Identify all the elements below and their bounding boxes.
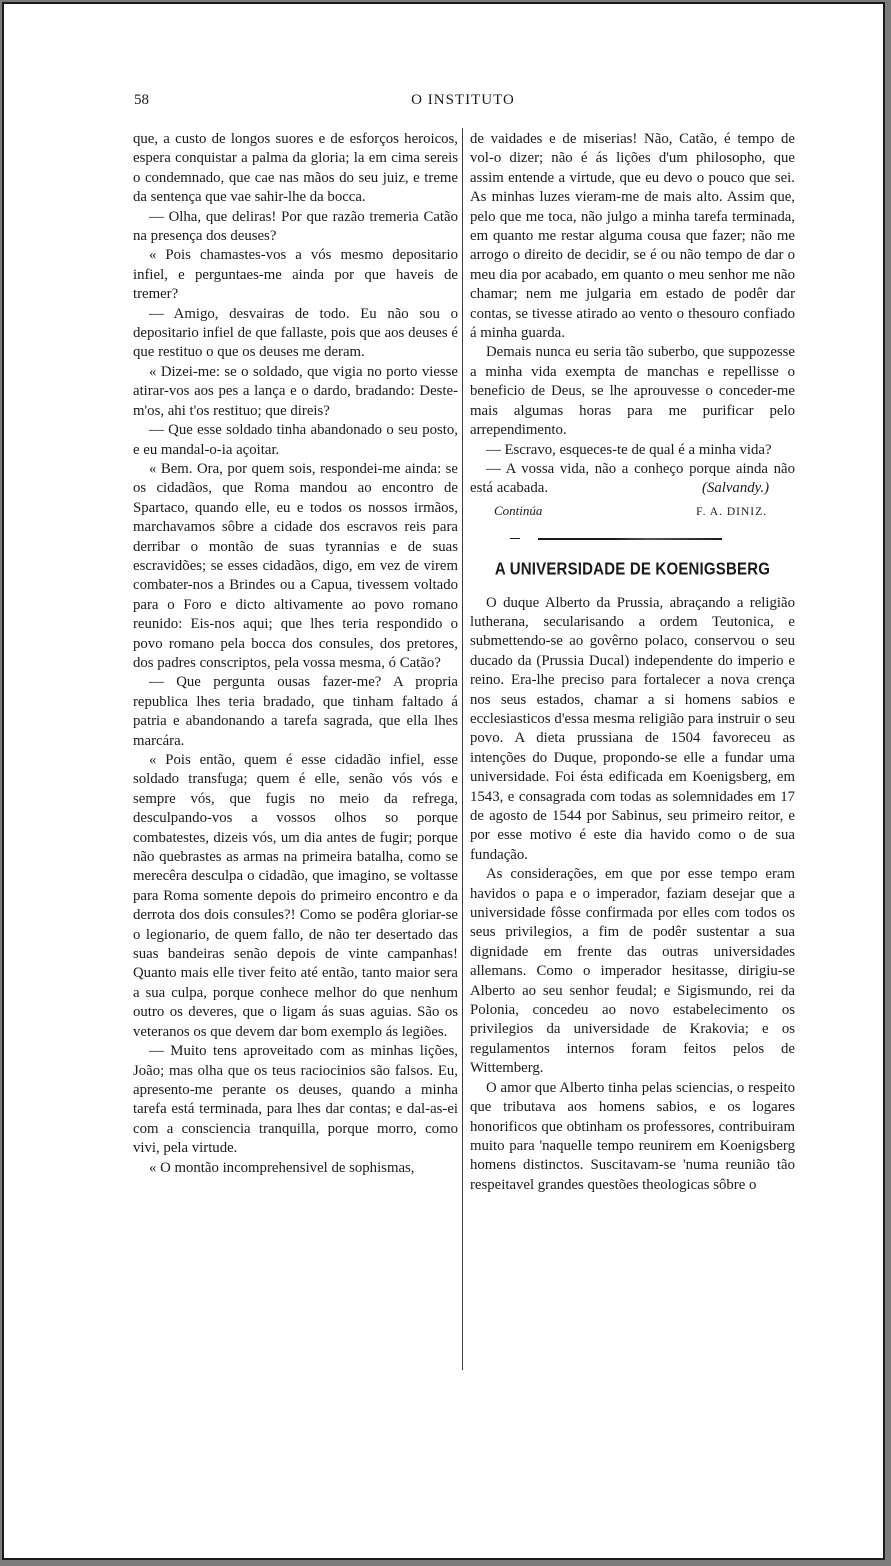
continued-label: Continúa	[494, 502, 543, 518]
paragraph: — Escravo, esqueces-te de qual é a minha vida?	[486, 441, 772, 458]
author-attribution: (Salvandy.)	[702, 480, 769, 497]
paragraph: de vaidades e de miserias! Não, Catão, é tempo de vol-o dizer; não é ás lições d'um philosopho, que assim entende a virtude, que eu devo o pouco que sei. As minhas luzes vieram-me de mais alto. Assim que, pelo que me toca, não julgo a minha tarefa terminada, em quanto me restar alguma cousa que fazer; não me arrogo o direito de decidir, se é ou não tempo de dar o meu dia por acabado, em quanto o meu senhor me não chamar; nem me julgaria em estado de podêr dar contas, se tivesse atirado ao vento o thesouro confiado á minha guarda.	[470, 131, 795, 342]
left-column	[133, 130, 458, 1370]
page-header	[130, 92, 796, 116]
article-title: A UNIVERSIDADE DE KOENIGSBERG	[494, 559, 771, 580]
paragraph: — Amigo, desvairas de todo. Eu não sou o depositario infiel de que fallaste, pois que aos deuses é que restituo o que os deuses me deram.	[133, 305, 458, 361]
paragraph: Demais nunca eu seria tão suberbo, que suppozesse a minha vida exempta de manchas e repellisse o beneficio de Deus, se lhe aprouvesse o conceder-me mais algumas horas para me purificar pelo arrependimento.	[470, 344, 795, 439]
paragraph	[470, 460, 795, 499]
journal-title: O INSTITUTO	[411, 92, 515, 108]
article-body	[470, 594, 795, 1196]
section-rule	[470, 532, 795, 546]
translator-name: F. A. DINIZ.	[696, 505, 767, 518]
paragraph: « Bem. Ora, por quem sois, respondei-me ainda: se os cidadãos, que Roma mandou ao encontro de Spartaco, quando elle, eu e todos os nossos irmãos, marchavamos sôbre a cidade dos escravos reis para derribar o montão de suas tyrannias e de suas escravidões; se esses cidadãos, digo, em vez de virem combater-nos a Brindes ou a Capua, tivessem voltado para o Foro e dicto altivamente ao povo romano reunido: Eis-nos aqui; que lhes teria respondido o povo romano pela bocca dos consules, dos pretores, dos padres conscriptos, pela vossa mesma, ó Catão?	[133, 460, 458, 671]
paragraph: — Olha, que deliras! Por que razão tremeria Catão na presença dos deuses?	[133, 208, 458, 245]
paragraph: « Dizei-me: se o soldado, que vigia no porto viesse atirar-vos aos pes a lança e o dardo, bradando: Deste-m'os, ahi t'os restituo; que direis?	[133, 363, 458, 419]
paragraph: « O montão incomprehensivel de sophismas,	[149, 1159, 415, 1176]
paragraph: « Pois chamastes-vos a vós mesmo depositario infiel, e perguntaes-me ainda por que haveis de tremer?	[133, 247, 458, 303]
paragraph: — Muito tens aproveitado com as minhas lições, João; mas olha que os teus raciocinios são falsos. Eu, apresento-me perante os deuses, quando a minha tarefa está terminada, para lhes dar contas; e dal-as-ei com a consciencia tranquilla, porque morro, como vivi, pela virtude.	[133, 1043, 458, 1157]
final-reply: — A vossa vida, não a conheço porque ainda não está acabada.	[470, 460, 795, 497]
paragraph: As considerações, em que por esse tempo eram havidos o papa e o imperador, faziam desejar que a universidade fôsse confirmada por elles com todos os seus privilegios, a fim de podêr sustentar a sua dignidade em frente das outras universidades allemans. Como o imperador hesitasse, dirigiu-se Alberto ao seu senhor feudal; e Sigismundo, rei da Polonia, concedeu ao novo estabelecimento os privilegios da universidade de Krakovia; e os regulamentos internos foram feitos pelos de Wittemberg.	[470, 866, 795, 1077]
paragraph: que, a custo de longos suores e de esforços heroicos, espera conquistar a palma da gloria; la em cima sereis o condemnado, que cae nas mãos do seu juiz, e treme da sentença que vae sahir-lhe da bocca.	[133, 131, 458, 206]
paragraph: — Que esse soldado tinha abandonado o seu posto, e eu mandal-o-ia açoitar.	[133, 422, 458, 458]
right-column-story-end	[470, 130, 795, 460]
right-column	[470, 130, 795, 1370]
column-divider	[462, 128, 463, 1370]
signature-line	[470, 501, 795, 522]
paragraph: O amor que Alberto tinha pelas sciencias, o respeito que tributava aos homens sabios, e os logares honorificos que obtinham os professores, contribuiram muito para 'naquelle tempo reunirem em Koenigsberg homens distinctos. Suscitavam-se 'numa reunião tão respeitavel grandes questões theologicas sôbre o	[470, 1079, 795, 1193]
page-number: 58	[134, 92, 149, 108]
paragraph: — Que pergunta ousas fazer-me? A propria republica lhes teria bradado, que tinham faltado á patria e abandonando a tarefa sagrada, que ella lhes marcára.	[133, 674, 458, 749]
paragraph: « Pois então, quem é esse cidadão infiel, esse soldado transfuga; quem é elle, senão vós vós e sempre vós, que fugis no meio da refrega, desculpando-vos a vossos olhos so porque combatestes, dizeis vós, um dia antes de fugir; porque não quebrastes as armas na primeira batalha, como se merecêra desculpa o cidadão, que imagino, se voltasse para Roma somente depois do primeiro encontro e da derrota dos dois consules?! Como se podêra gloriar-se o legionario, de quem fallo, de não ter desertado das suas bandeiras senão depois de vinte campanhas! Quanto mais elle tiver feito até então, tanto maior sera a sua culpa, porque conhece melhor do que nenhum outro os deveres, que o ligam ás suas aguias. São os veteranos os que devem dar bom exemplo ás legiões.	[133, 752, 458, 1040]
paragraph: O duque Alberto da Prussia, abraçando a religião lutherana, secularisando a ordem Teutonica, e submettendo-se ao govêrno polaco, conservou o seu ducado da (Prussia Ducal) independente do imperio e reino. Era-lhe preciso para fortalecer a nova crença nos seus estados, chamar a si homens sabios e ecclesiasticos d'essa mesma religião para instruir o seu povo. A dieta prussiana de 1504 favoreceu as intenções do Duque, propondo-se elle a fundar uma universidade. Foi ésta edificada em Koenigsberg, em 1543, e consagrada com todas as solemnidades em 17 de agosto de 1544 por Sabinus, seu primeiro reitor, e por esse motivo é este dia havido como o de sua fundação.	[470, 594, 795, 863]
